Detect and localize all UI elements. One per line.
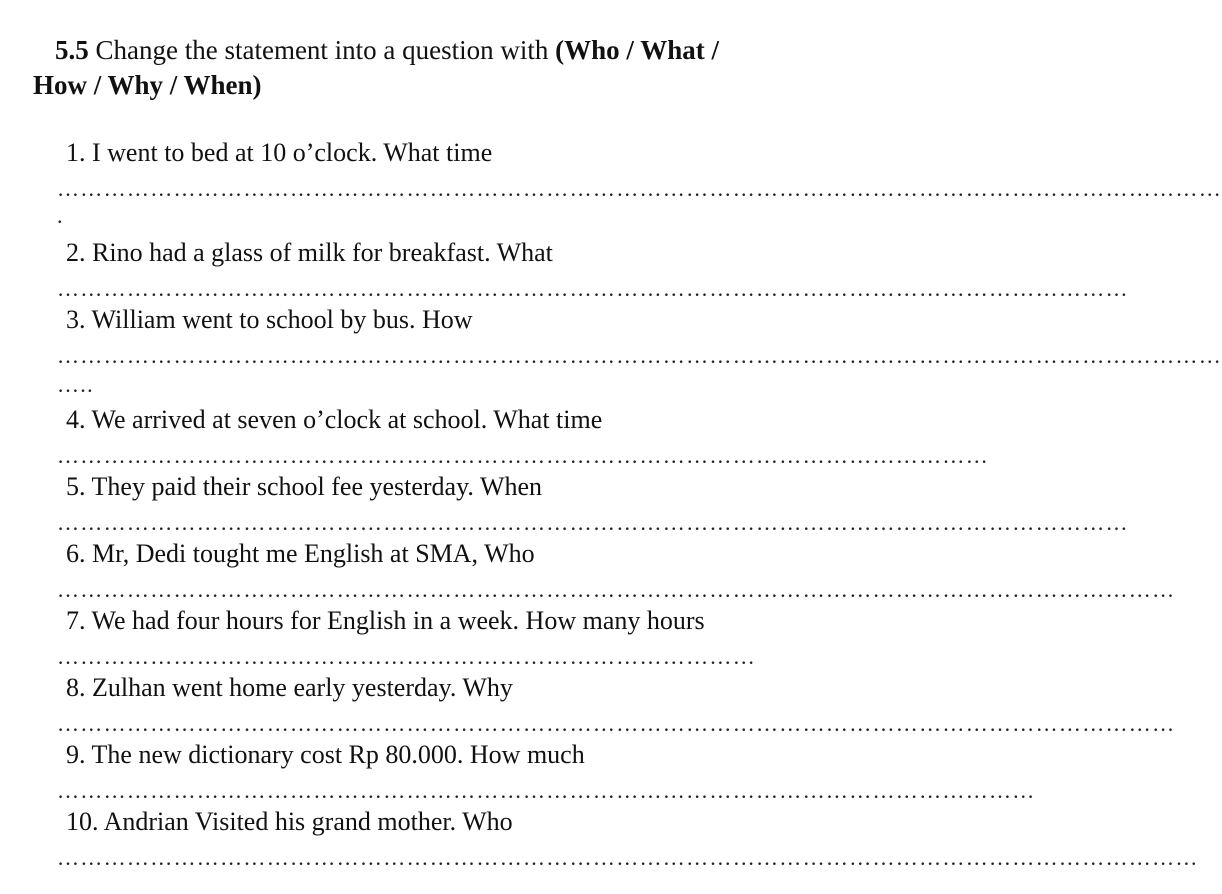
exercise-heading <box>55 33 719 67</box>
item-1-answer-continuation: . <box>57 203 64 228</box>
item-3-statement: 3. William went to school by bus. How <box>66 305 473 334</box>
item-8-answer-line[interactable]: ……………………………………………………………………………………………………………………………… <box>57 711 1176 736</box>
item-10-answer-line[interactable]: ………………………………………………………………………………………………………………………………… <box>57 845 1199 870</box>
item-6-answer-line[interactable]: ……………………………………………………………………………………………………………………………… <box>57 577 1176 602</box>
question-words-line1: (Who / What / <box>555 35 719 65</box>
item-2-statement: 2. Rino had a glass of milk for breakfast. What <box>66 238 553 267</box>
exercise-number: 5.5 <box>55 35 89 65</box>
item-8-statement: 8. Zulhan went home early yesterday. Why <box>66 673 513 702</box>
exercise-instruction: Change the statement into a question with <box>88 35 556 65</box>
item-2-answer-line[interactable]: ………………………………………………………………………………………………………………………… <box>57 276 1129 301</box>
item-9-answer-line[interactable]: ……………………………………………………………………………………………………………… <box>57 778 1036 803</box>
item-9-statement: 9. The new dictionary cost Rp 80.000. How much <box>66 740 585 769</box>
item-4-answer-line[interactable]: ………………………………………………………………………………………………………… <box>57 443 989 468</box>
item-3-answer-continuation: ….. <box>57 372 94 397</box>
item-6-statement: 6. Mr, Dedi tought me English at SMA, Who <box>66 539 535 568</box>
item-7-statement: 7. We had four hours for English in a week. How many hours <box>66 606 705 635</box>
question-words-line2: How / Why / When) <box>33 70 262 100</box>
item-1-answer-line[interactable]: …………………………………………………………………………………………………………………………………… <box>57 176 1222 201</box>
item-10-statement: 10. Andrian Visited his grand mother. Who <box>66 807 513 836</box>
item-4-statement: 4. We arrived at seven o’clock at school. What time <box>66 405 603 434</box>
item-3-answer-line[interactable]: …………………………………………………………………………………………………………………………………… <box>57 343 1222 368</box>
item-7-answer-line[interactable]: ……………………………………………………………………………… <box>57 644 756 669</box>
item-5-statement: 5. They paid their school fee yesterday. When <box>66 472 543 501</box>
item-1-statement: 1. I went to bed at 10 o’clock. What time <box>66 138 493 167</box>
item-5-answer-line[interactable]: ………………………………………………………………………………………………………………………… <box>57 510 1129 535</box>
exercise-heading-continued <box>33 68 262 102</box>
